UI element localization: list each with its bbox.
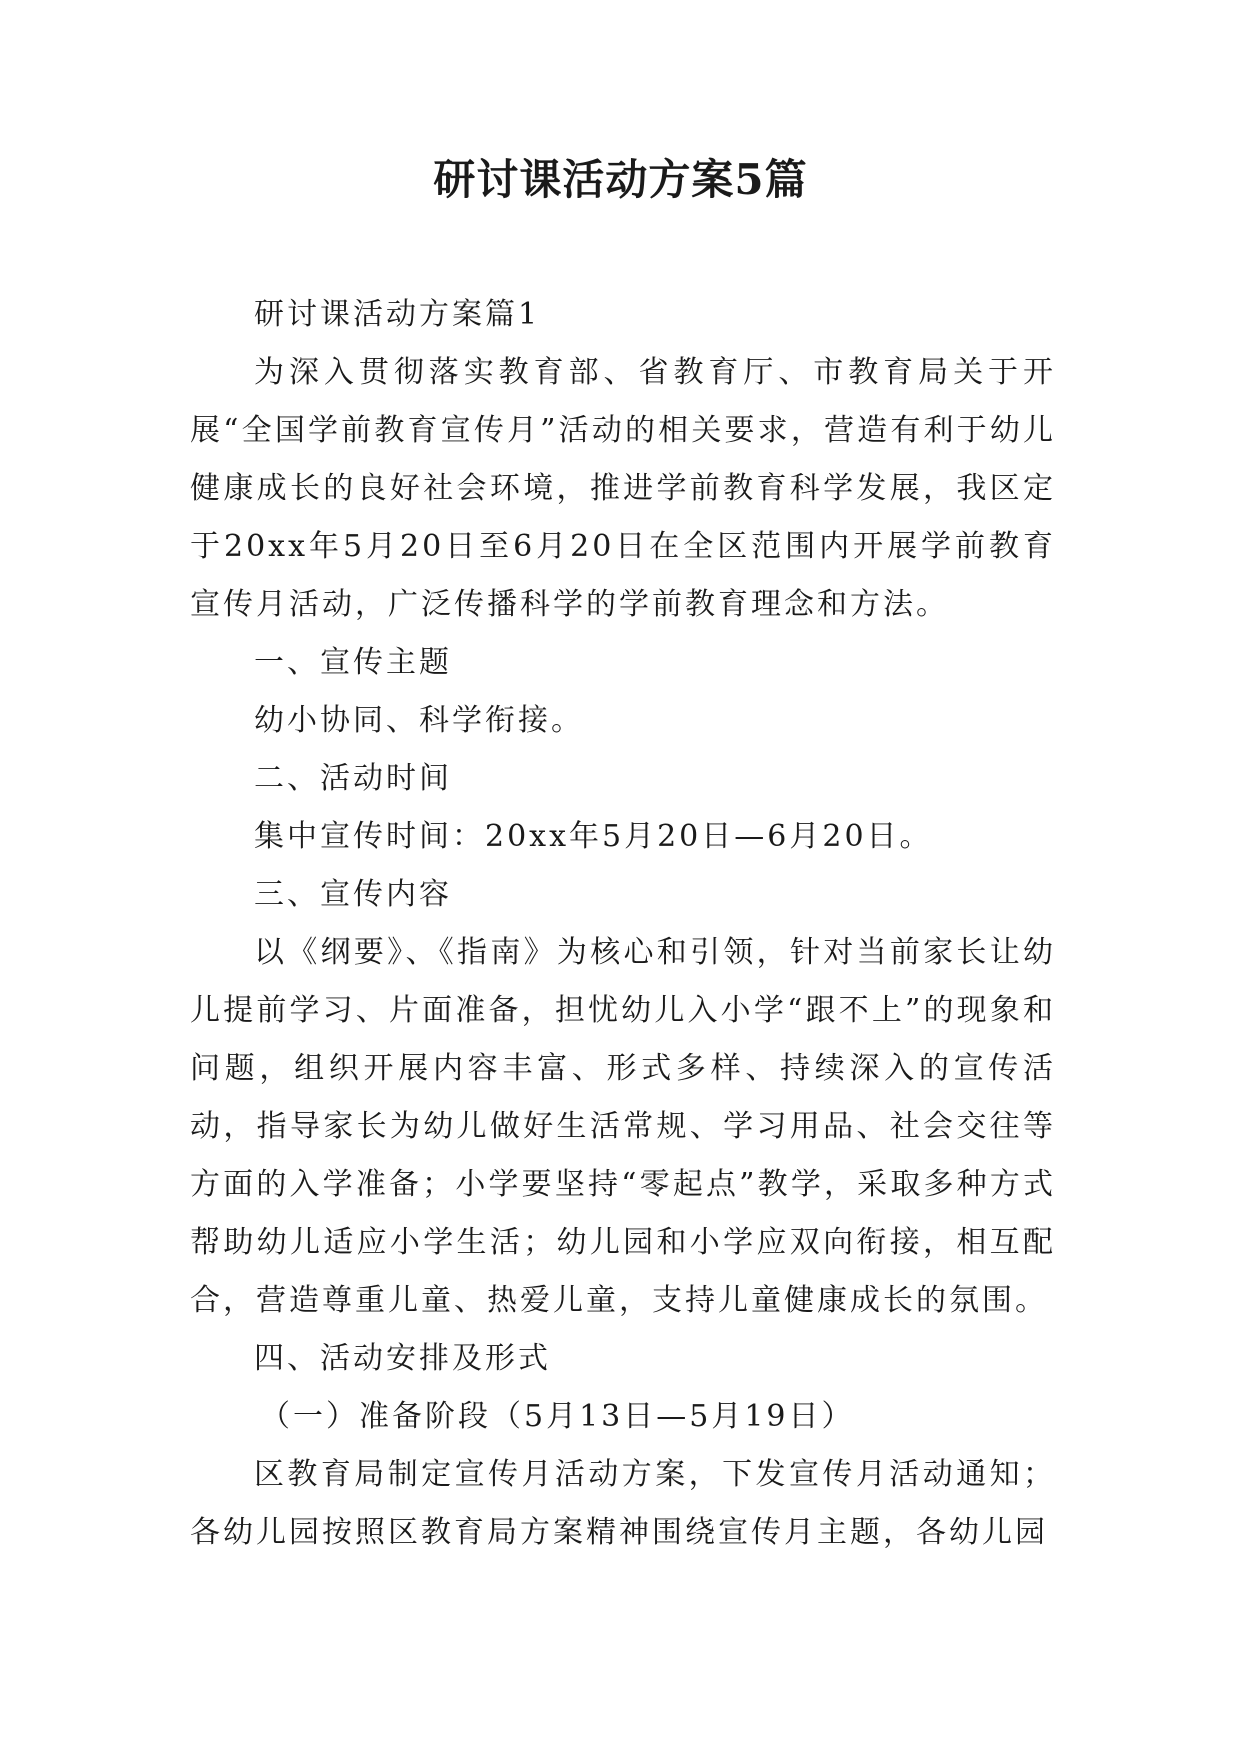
section-heading-time: 二、活动时间 xyxy=(254,761,452,796)
section-heading-arrangement: 四、活动安排及形式 xyxy=(254,1341,551,1376)
document-title: 研讨课活动方案5篇 xyxy=(433,155,808,204)
paragraph-time: 集中宣传时间：20xx年5月20日—6月20日。 xyxy=(254,819,933,854)
document-body xyxy=(190,286,1056,1562)
paragraph-content: 以《纲要》、《指南》为核心和引领，针对当前家长让幼儿提前学习、片面准备，担忧幼儿入小学“跟不上”的现象和问题，组织开展内容丰富、形式多样、持续深入的宣传活动，指导家长为幼儿做好生活常规、学习用品、社会交往等方面的入学准备；小学要坚持“零起点”教学，采取多种方式帮助幼儿适应小学生活；幼儿园和小学应双向衔接，相互配合，营造尊重儿童、热爱儿童，支持儿童健康成长的氛围。 xyxy=(190,935,1056,1318)
paragraph-theme: 幼小协同、科学衔接。 xyxy=(254,703,584,738)
section-heading-content: 三、宣传内容 xyxy=(254,877,452,912)
paragraph-intro: 为深入贯彻落实教育部、省教育厅、市教育局关于开展“全国学前教育宣传月”活动的相关要求，营造有利于幼儿健康成长的良好社会环境，推进学前教育科学发展，我区定于20xx年5月20日至6月20日在全区范围内开展学前教育宣传月活动，广泛传播科学的学前教育理念和方法。 xyxy=(190,355,1056,622)
section-heading-part-1: 研讨课活动方案篇1 xyxy=(254,297,541,332)
subsection-heading-preparation: （一）准备阶段（5月13日—5月19日） xyxy=(260,1399,855,1434)
section-heading-theme: 一、宣传主题 xyxy=(254,645,452,680)
paragraph-preparation: 区教育局制定宣传月活动方案，下发宣传月活动通知；各幼儿园按照区教育局方案精神围绕宣传月主题，各幼儿园 xyxy=(190,1457,1056,1550)
